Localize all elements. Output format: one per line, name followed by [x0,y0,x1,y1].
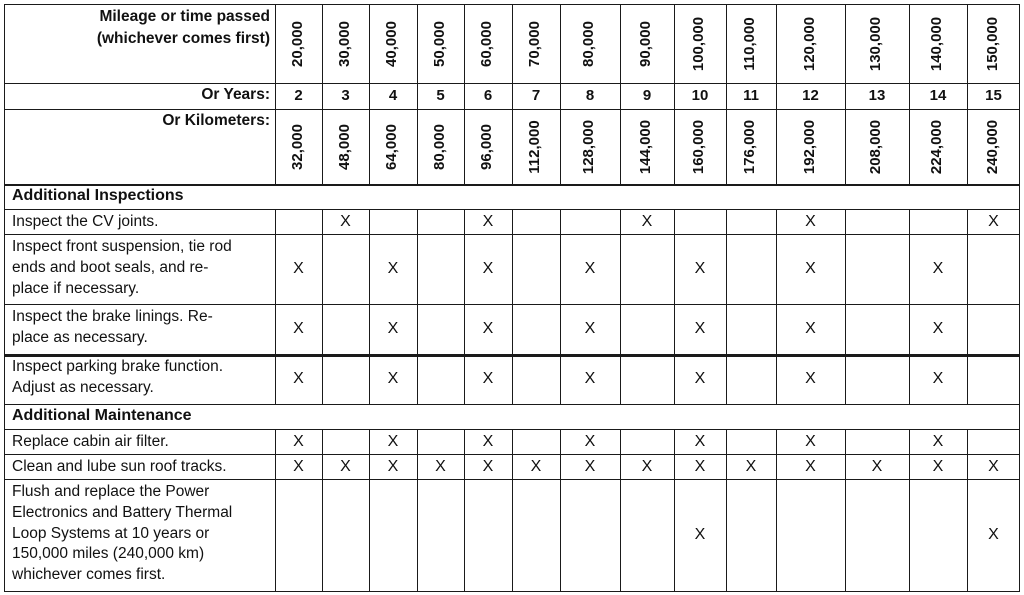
schedule-check-mark: X [871,457,883,475]
schedule-check-mark: X [932,432,944,450]
column-years-value: 13 [868,87,886,104]
schedule-check-mark: X [584,260,596,277]
column-mileage-value: 40,000 [383,20,400,67]
schedule-check-mark: X [694,260,706,277]
vertical-rule [620,429,621,591]
row-description-line: Clean and lube sun roof tracks. [12,458,227,475]
schedule-check-mark: X [293,260,304,277]
row-description-line: Inspect the brake linings. Re- [12,308,213,325]
row-description-line: Loop Systems at 10 years or [12,524,210,542]
schedule-check-mark: X [805,320,816,337]
column-years-value: 15 [985,87,1002,104]
schedule-check-mark: X [988,526,999,543]
vertical-rule [726,209,727,404]
column-km-value: 32,000 [288,123,306,170]
vertical-rule [674,4,675,184]
column-years-value: 12 [802,87,819,104]
schedule-check-mark: X [435,457,446,475]
vertical-rule [726,429,727,591]
vertical-rule [560,209,561,404]
schedule-check-mark: X [745,457,757,475]
vertical-rule [464,209,465,404]
column-years-value: 14 [929,87,947,104]
header-mileage-sublabel: (whichever comes first) [96,30,270,47]
vertical-rule [322,4,323,184]
maintenance-schedule-table [4,4,1020,592]
vertical-rule [776,209,777,404]
schedule-check-mark: X [293,432,304,450]
schedule-check-mark: X [805,432,816,450]
schedule-check-mark: X [293,320,304,337]
vertical-rule [776,4,777,184]
schedule-check-mark: X [387,260,399,277]
schedule-check-mark: X [387,370,399,387]
schedule-check-mark: X [932,457,944,475]
schedule-check-mark: X [584,432,596,450]
column-years-value: 10 [691,87,709,104]
row-description-line: place as necessary. [12,328,148,346]
schedule-check-mark: X [482,320,494,337]
header-mileage-label: Mileage or time passed [99,8,270,25]
vertical-rule [845,209,846,404]
schedule-check-mark: X [340,457,351,475]
schedule-check-mark: X [584,457,596,475]
schedule-check-mark: X [530,457,542,475]
schedule-check-mark: X [482,260,494,277]
schedule-check-mark: X [932,320,944,337]
vertical-rule [909,209,910,404]
column-mileage-value: 110,000 [741,16,758,71]
column-mileage-value: 90,000 [637,20,654,67]
column-mileage-value: 30,000 [335,20,353,67]
horizontal-rule [4,591,1020,592]
schedule-check-mark: X [805,260,816,277]
schedule-check-mark: X [482,432,494,450]
column-km-value: 64,000 [383,123,400,170]
column-years-value: 9 [642,87,652,104]
column-km-value: 224,000 [928,119,945,174]
vertical-rule [417,4,418,184]
schedule-check-mark: X [293,370,304,387]
vertical-rule [620,209,621,404]
column-years-value: 11 [743,87,759,104]
column-years-value: 2 [294,87,303,104]
row-description-line: Inspect parking brake function. [12,358,224,375]
section-title: Additional Maintenance [12,407,192,424]
column-mileage-value: 80,000 [580,20,597,67]
schedule-check-mark: X [694,457,706,475]
row-description-line: Inspect front suspension, tie rod [12,238,232,255]
section-title: Additional Inspections [12,187,184,204]
schedule-check-mark: X [694,370,706,387]
schedule-check-mark: X [482,457,494,475]
column-years-value: 5 [436,87,445,104]
column-mileage-value: 120,000 [800,16,818,71]
column-km-value: 208,000 [867,119,884,174]
vertical-rule [369,209,370,404]
vertical-rule [512,209,513,404]
column-mileage-value: 100,000 [690,16,707,71]
row-description-line: place if necessary. [12,279,140,297]
vertical-rule [369,4,370,184]
vertical-rule [417,429,418,591]
column-km-value: 144,000 [637,119,654,174]
column-mileage-value: 140,000 [928,16,945,71]
column-km-value: 96,000 [478,123,495,170]
column-km-value: 128,000 [580,119,597,174]
schedule-check-mark: X [482,212,494,230]
column-mileage-value: 70,000 [526,20,543,67]
schedule-check-mark: X [387,320,399,337]
vertical-rule [322,429,323,591]
schedule-check-mark: X [340,212,351,230]
column-years-value: 7 [531,87,541,104]
column-km-value: 160,000 [690,119,707,174]
schedule-check-mark: X [641,457,653,475]
schedule-check-mark: X [932,370,944,387]
schedule-check-mark: X [805,457,816,475]
vertical-rule [560,4,561,184]
row-description-line: Inspect the CV joints. [12,213,159,230]
row-description-line: Replace cabin air filter. [12,433,169,450]
schedule-check-mark: X [805,212,816,230]
column-km-value: 176,000 [741,119,758,174]
vertical-rule [674,209,675,404]
column-mileage-value: 60,000 [478,20,495,67]
vertical-rule [275,209,276,404]
schedule-check-mark: X [482,370,494,387]
vertical-rule [369,429,370,591]
column-km-value: 240,000 [983,119,1001,174]
schedule-check-mark: X [584,320,596,337]
row-description-line: Adjust as necessary. [12,378,154,396]
vertical-rule [464,4,465,184]
schedule-check-mark: X [641,212,653,230]
schedule-check-mark: X [694,526,706,543]
vertical-rule [512,4,513,184]
header-km-label: Or Kilometers: [162,112,270,129]
row-description-line: Flush and replace the Power [12,483,210,500]
schedule-check-mark: X [932,260,944,277]
vertical-rule [417,209,418,404]
vertical-rule [909,429,910,591]
vertical-rule [4,4,5,591]
schedule-check-mark: X [387,432,399,450]
vertical-rule [464,429,465,591]
schedule-check-mark: X [387,457,399,475]
row-description-line: ends and boot seals, and re- [12,258,209,276]
vertical-rule [909,4,910,184]
vertical-rule [726,4,727,184]
row-description-line: Electronics and Battery Thermal [12,503,233,521]
column-years-value: 6 [483,87,493,104]
vertical-rule [1019,4,1020,591]
schedule-check-mark: X [694,320,706,337]
schedule-check-mark: X [988,457,999,475]
header-years-label: Or Years: [201,86,270,103]
column-km-value: 192,000 [800,119,818,174]
schedule-check-mark: X [584,370,596,387]
column-km-value: 80,000 [430,123,448,170]
vertical-rule [845,4,846,184]
column-years-value: 4 [388,87,398,104]
vertical-rule [845,429,846,591]
column-mileage-value: 150,000 [983,16,1001,71]
vertical-rule [620,4,621,184]
schedule-check-mark: X [293,457,304,475]
vertical-rule [560,429,561,591]
column-km-value: 48,000 [335,123,353,170]
vertical-rule [275,4,276,184]
row-description-line: 150,000 miles (240,000 km) [12,545,205,563]
vertical-rule [674,429,675,591]
column-years-value: 3 [341,87,350,104]
row-description-line: whichever comes first. [12,566,166,584]
column-years-value: 8 [585,87,595,104]
vertical-rule [967,209,968,404]
schedule-check-mark: X [988,212,999,230]
horizontal-rule [4,184,1020,186]
vertical-rule [275,429,276,591]
schedule-check-mark: X [694,432,706,450]
column-mileage-value: 20,000 [288,20,306,67]
vertical-rule [512,429,513,591]
column-mileage-value: 50,000 [430,20,448,67]
vertical-rule [776,429,777,591]
vertical-rule [322,209,323,404]
column-km-value: 112,000 [526,119,543,174]
column-mileage-value: 130,000 [867,16,884,71]
vertical-rule [967,429,968,591]
schedule-check-mark: X [805,370,816,387]
vertical-rule [967,4,968,184]
